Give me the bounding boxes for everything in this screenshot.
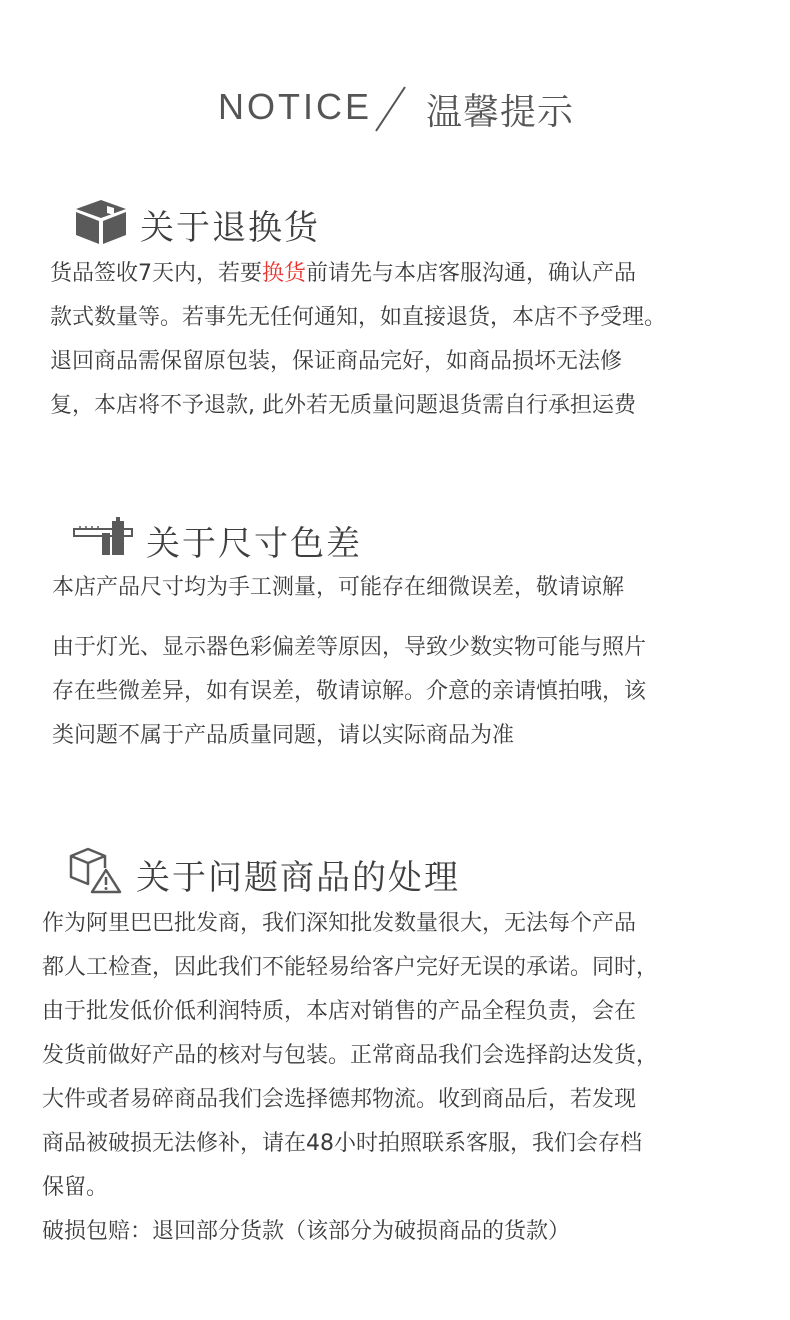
size-line-1: 本店产品尺寸均为手工测量，可能存在细微误差，敬请谅解 — [52, 575, 625, 600]
size-paragraph-1 — [52, 566, 624, 610]
returns-paragraph — [50, 252, 666, 428]
returns-line-1-post: 前请先与本店客服沟通，确认产品 — [306, 261, 637, 286]
slash-divider-icon — [370, 84, 410, 134]
problem-title: 关于问题商品的处理 — [136, 858, 460, 898]
returns-line-3: 退回商品需保留原包装，保证商品完好，如商品损坏无法修 — [50, 349, 623, 374]
problem-line-3: 由于批发低价低利润特质，本店对销售的产品全程负责，会在 — [42, 999, 637, 1024]
size-paragraph-2 — [52, 626, 646, 758]
problem-line-8: 破损包赔：退回部分货款（该部分为破损商品的货款） — [42, 1219, 571, 1244]
header-english: NOTICE — [218, 86, 373, 127]
problem-paragraph — [42, 902, 658, 1254]
exchange-highlight: 换货 — [262, 261, 307, 286]
returns-line-2: 款式数量等。若事先无任何通知，如直接退货，本店不予受理。 — [50, 305, 667, 330]
returns-line-4: 复，本店将不予退款, 此外若无质量问题退货需自行承担运费 — [50, 393, 636, 418]
problem-line-2: 都人工检查，因此我们不能轻易给客户完好无误的承诺。同时， — [42, 955, 659, 980]
notice-header — [0, 80, 790, 136]
problem-line-5: 大件或者易碎商品我们会选择德邦物流。收到商品后，若发现 — [42, 1087, 637, 1112]
problem-line-7: 保留。 — [42, 1175, 109, 1200]
problem-line-4: 发货前做好产品的核对与包装。正常商品我们会选择韵达发货， — [42, 1043, 659, 1068]
size-title: 关于尺寸色差 — [146, 524, 362, 564]
returns-line-1-pre: 货品签收7天内，若要 — [50, 261, 262, 286]
size-line-2: 由于灯光、显示器色彩偏差等原因，导致少数实物可能与照片 — [52, 635, 647, 660]
size-line-4: 类问题不属于产品质量同题，请以实际商品为准 — [52, 723, 515, 748]
returns-line-1 — [50, 252, 666, 296]
header-chinese: 温馨提示 — [426, 92, 575, 133]
problem-line-1: 作为阿里巴巴批发商，我们深知批发数量很大，无法每个产品 — [42, 911, 637, 936]
caliper-icon — [72, 515, 134, 557]
box-icon — [74, 198, 128, 246]
damaged-box-warning-icon — [68, 846, 122, 894]
problem-line-6: 商品被破损无法修补，请在48小时拍照联系客服，我们会存档 — [42, 1131, 642, 1156]
returns-title: 关于退换货 — [140, 208, 320, 248]
size-line-3: 存在些微差异，如有误差，敬请谅解。介意的亲请慎拍哦，该 — [52, 679, 647, 704]
